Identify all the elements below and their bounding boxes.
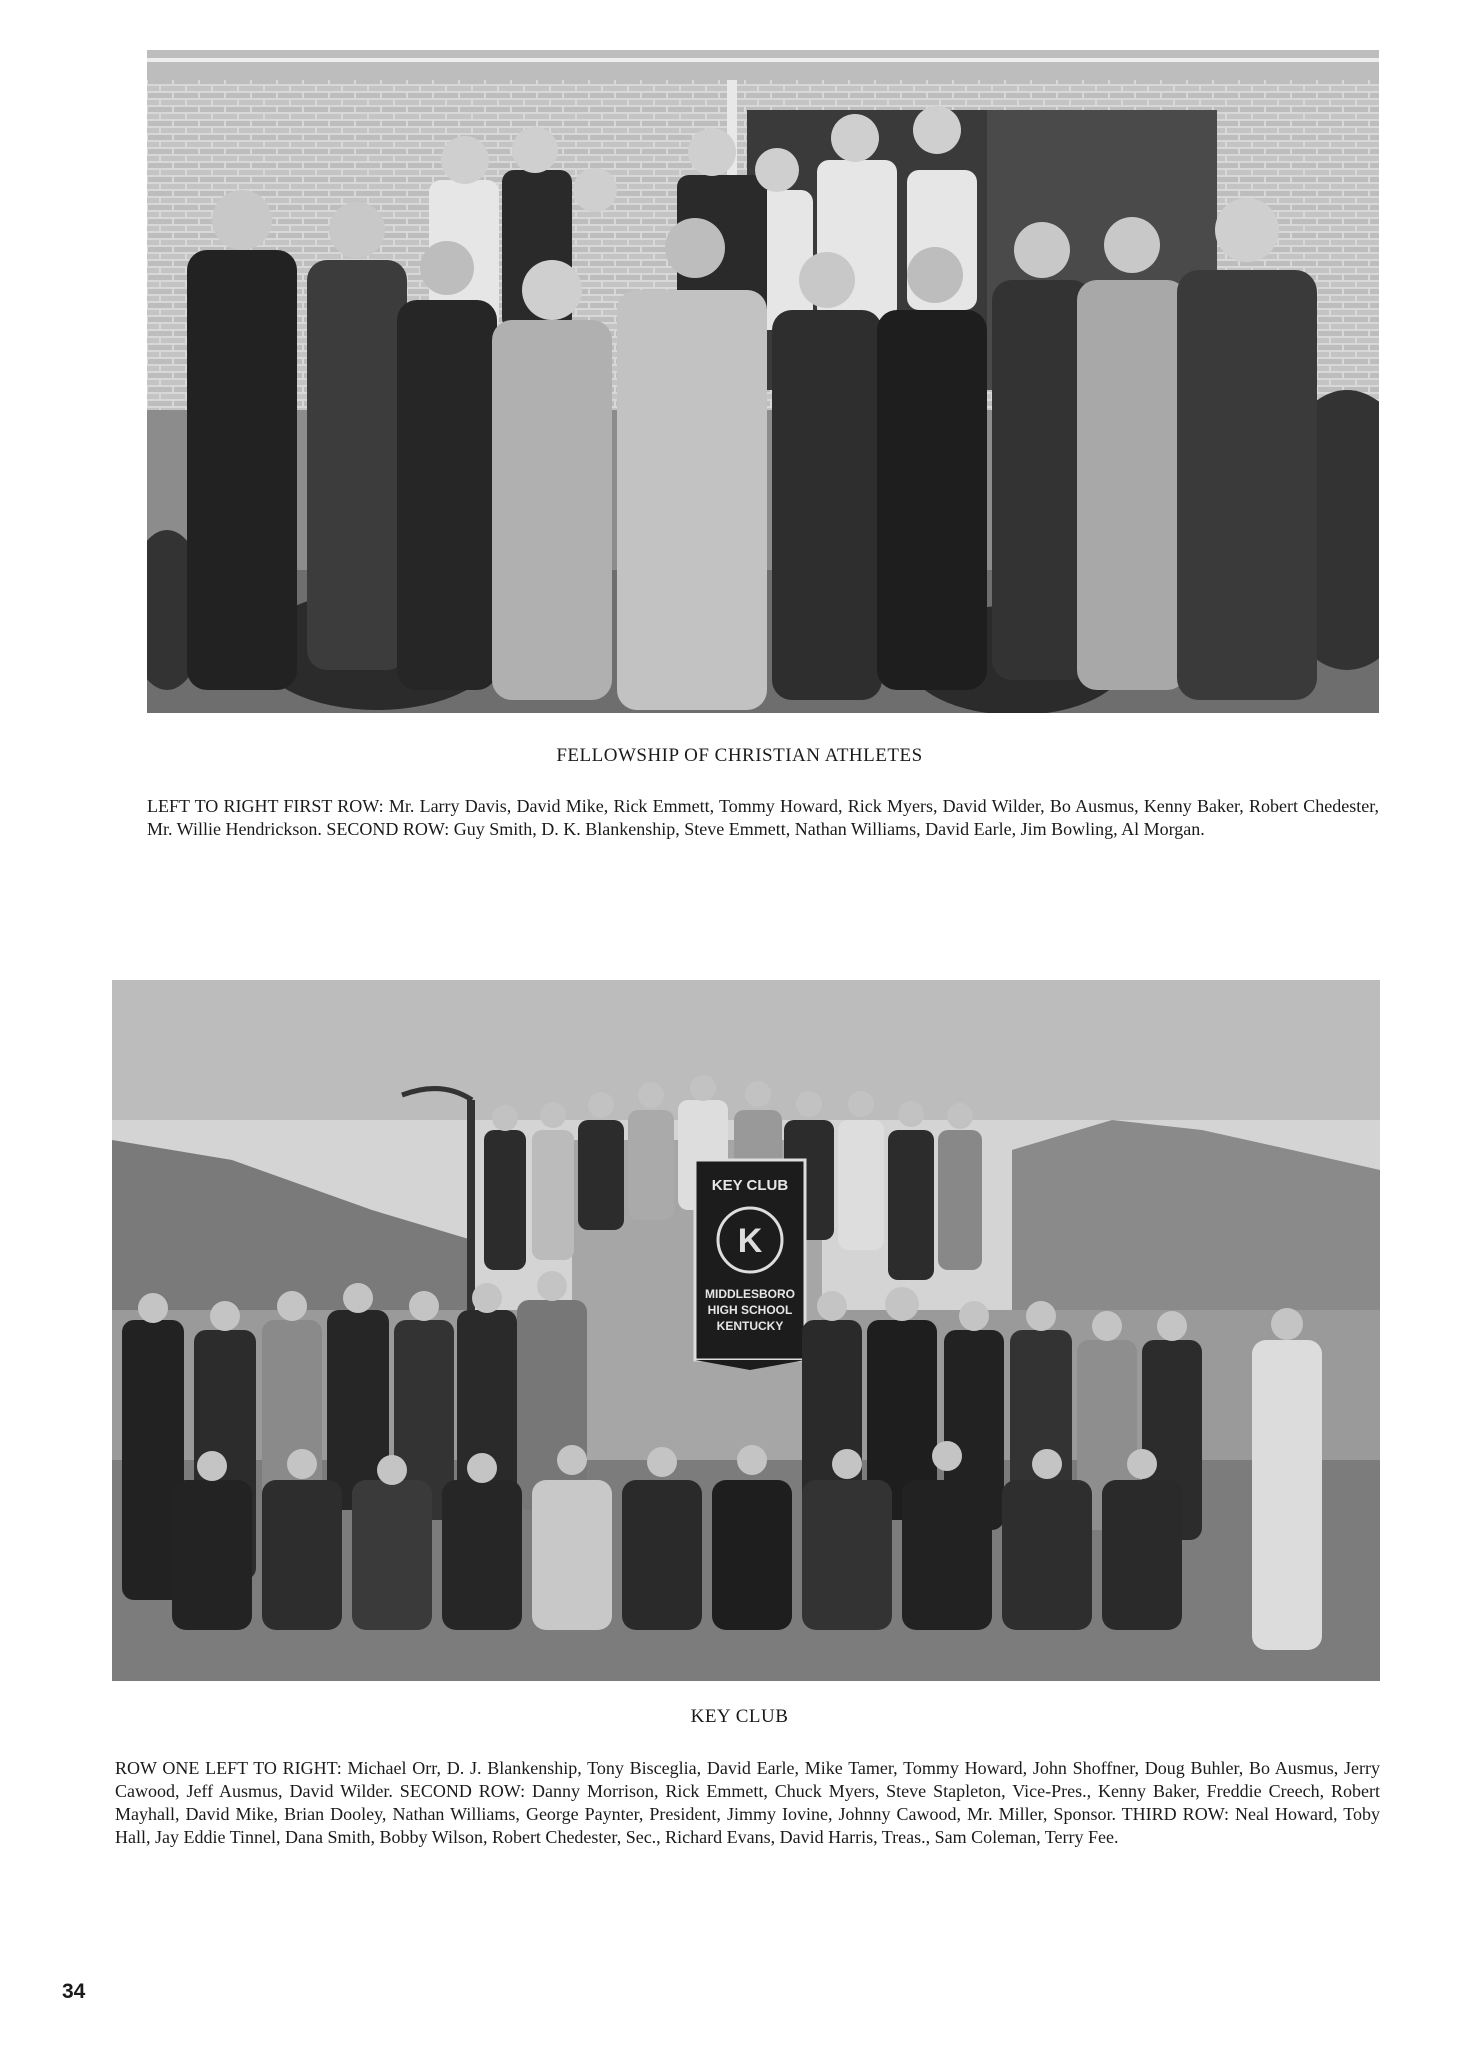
banner-line-2: MIDDLESBORO — [705, 1287, 795, 1301]
key-club-group-photo — [112, 980, 1380, 1681]
key-club-section-title: KEY CLUB — [690, 1706, 789, 1727]
fca-caption: LEFT TO RIGHT FIRST ROW: Mr. Larry Davis, David Mike, Rick Emmett, Tommy Howard, Rick Myers, David Wilder, Bo Ausmus, Kenny Baker, Robert Chedester, Mr. Willie Hendrickson. SECOND ROW: Guy Smith, D. K. Blankenship, Steve Emmett, Nathan Williams, David Earle, Jim Bowling, Al Morgan. — [147, 796, 1379, 839]
fca-section-title: FELLOWSHIP OF CHRISTIAN ATHLETES — [556, 745, 923, 766]
banner-line-3: HIGH SCHOOL — [707, 1303, 793, 1317]
fca-group-photo — [147, 50, 1379, 713]
banner-line-4: KENTUCKY — [716, 1319, 784, 1333]
banner-line-1: KEY CLUB — [711, 1177, 789, 1194]
key-club-caption: ROW ONE LEFT TO RIGHT: Michael Orr, D. J. Blankenship, Tony Bisceglia, David Earle, Mike Tamer, Tommy Howard, John Shoffner, Doug Buhler, Bo Ausmus, Jerry Cawood, Jeff Ausmus, David Wilder. SECOND ROW: Danny Morrison, Rick Emmett, Chuck Myers, Steve Stapleton, Vice-Pres., Kenny Baker, Freddie Creech, Robert Mayhall, David Mike, Brian Dooley, Nathan Williams, George Paynter, President, Jimmy Iovine, Johnny Cawood, Mr. Miller, Sponsor. THIRD ROW: Neal Howard, Toby Hall, Jay Eddie Tinnel, Dana Smith, Bobby Wilson, Robert Chedester, Sec., Richard Evans, David Harris, Treas., Sam Coleman, Terry Fee. — [115, 1758, 1380, 1847]
svg-text:K: K — [737, 1222, 763, 1260]
page-number: 34 — [62, 1980, 86, 2003]
